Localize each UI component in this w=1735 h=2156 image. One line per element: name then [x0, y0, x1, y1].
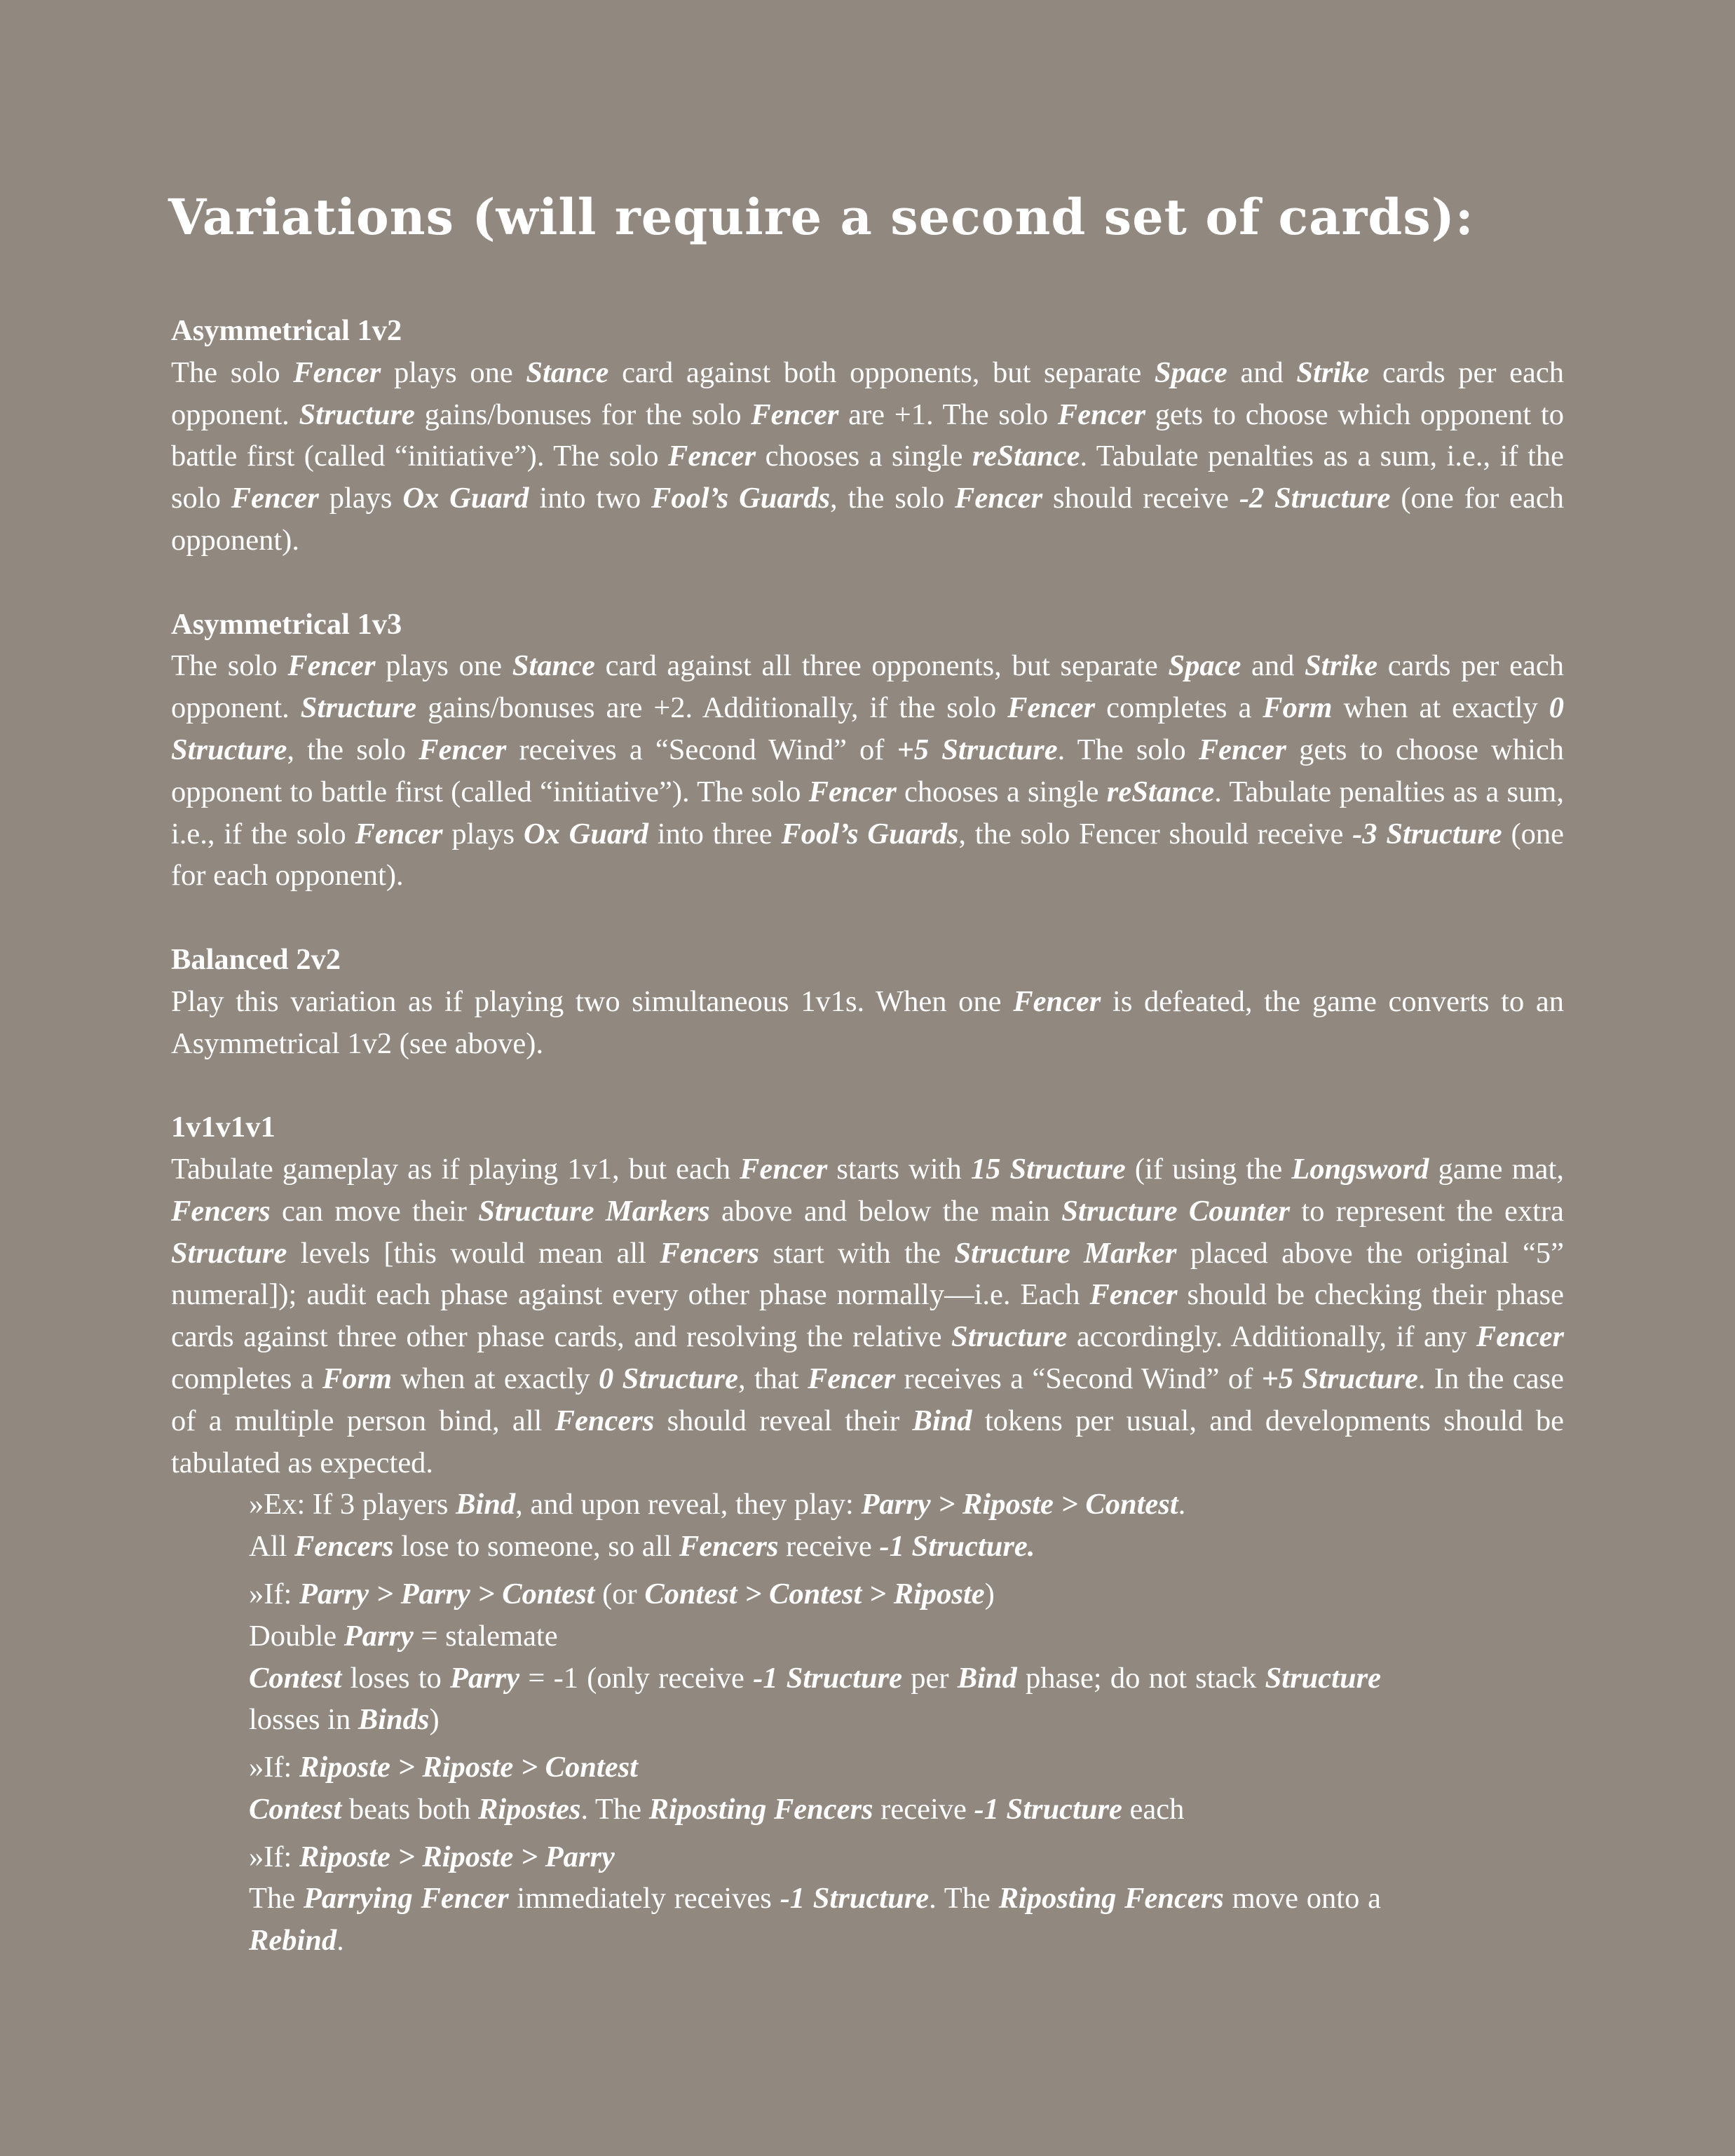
section-heading: Asymmetrical 1v3 [171, 607, 402, 641]
section-heading: Asymmetrical 1v2 [171, 314, 402, 347]
game-term: Space [1154, 355, 1227, 389]
section-body: The solo Fencer plays one Stance card against both opponents, but separate Space and Strike cards per each opponent. Structure gains/bonuses for the solo Fencer are +1. The solo Fencer gets to choose which opponent to battle first (called “initiative”). The solo Fencer chooses a single reStance. Tabulate penalties as a sum, i.e., if the solo Fencer plays Ox Guard into two Fool’s Guards, the solo Fencer should receive -2 Structure (one for each opponent). [171, 355, 1565, 557]
game-term: Parrying Fencer [303, 1882, 509, 1916]
game-term: Contest [249, 1792, 342, 1826]
game-term: Bind [456, 1488, 516, 1521]
example-line: »If: Riposte > Riposte > Contest [249, 1751, 638, 1784]
section-body: The solo Fencer plays one Stance card against all three opponents, but separate Space and Strike cards per each opponent. Structure gains/bonuses are +2. Additionally, if the solo Fencer completes a Form when at exactly 0 Structure, the solo Fencer receives a “Second Wind” of +5 Structure. The solo Fencer gets to choose which opponent to battle first (called “initiative”). The solo Fencer chooses a single reStance. Tabulate penalties as a sum, i.e., if the solo Fencer plays Ox Guard into three Fool’s Guards, the solo Fencer should receive -3 Structure (one for each opponent). [171, 649, 1565, 893]
game-term: Fencers [294, 1530, 394, 1564]
section-body: Tabulate gameplay as if playing 1v1, but each Fencer starts with 15 Structure (if using the Longsword game mat, Fencers can move their Structure Markers above and below the main Structure Counter to represent the extra Structure levels [this would mean all Fencers start with the Structure Marker placed above the original “5” numeral]); audit each phase against every other phase normally—i.e. Each Fencer should be checking their phase cards against three other phase cards, and resolving the relative Structure accordingly. Additionally, if any Fencer completes a Form when at exactly 0 Structure, that Fencer receives a “Second Wind” of +5 Structure. In the case of a multiple person bind, all Fencers should reveal their Bind tokens per usual, and developments should be tabulated as expected. [171, 1152, 1565, 1479]
game-term: Structure [299, 398, 415, 431]
game-term: Ox Guard [402, 482, 529, 515]
game-term: Form [1263, 691, 1333, 725]
section-heading: Balanced 2v2 [171, 942, 341, 976]
game-term: Fencer [808, 1362, 896, 1395]
game-term: Ox Guard [523, 817, 648, 850]
game-term: 0 Structure [599, 1362, 738, 1395]
game-term: -1 Structure. [879, 1530, 1035, 1564]
game-term: Fencer [1476, 1320, 1565, 1354]
game-term: Parry > Riposte > Contest [861, 1488, 1178, 1521]
game-term: Stance [526, 355, 609, 389]
game-term: Parry > Parry > Contest [299, 1577, 595, 1611]
game-term: +5 Structure [897, 733, 1058, 766]
variation-section [171, 604, 1564, 897]
game-term: Structure [300, 691, 417, 725]
section-heading: 1v1v1v1 [171, 1111, 275, 1144]
game-term: Fencer [293, 355, 381, 389]
example-block [249, 1747, 1549, 1831]
game-term: -1 Structure [974, 1792, 1122, 1826]
game-term: reStance [972, 440, 1080, 473]
game-term: Fencers [554, 1404, 655, 1437]
game-term: Riposting Fencers [998, 1882, 1224, 1916]
game-term: Bind [912, 1404, 972, 1437]
game-term: -2 Structure [1239, 482, 1391, 515]
section-body: Play this variation as if playing two simultaneous 1v1s. When one Fencer is defeated, the game converts to an Asymmetrical 1v2 (see above). [171, 984, 1564, 1060]
game-term: reStance [1106, 775, 1215, 808]
game-term: Rebind [249, 1924, 337, 1958]
game-term: Structure [1265, 1661, 1382, 1695]
game-term: Fencer [419, 733, 507, 766]
game-term: Riposte > Riposte > Contest [299, 1751, 638, 1784]
game-term: Longsword [1291, 1152, 1429, 1186]
game-term: Fencer [740, 1152, 828, 1186]
game-term: Fencer [751, 398, 839, 431]
game-term: Contest [249, 1661, 342, 1695]
game-term: Fool’s Guards [781, 817, 959, 850]
game-term: Form [322, 1362, 393, 1395]
variation-section [171, 310, 1564, 562]
example-line: »Ex: If 3 players Bind, and upon reveal, they play: Parry > Riposte > Contest. [249, 1488, 1186, 1521]
game-term: Parry [450, 1661, 520, 1695]
game-term: Fencer [668, 440, 756, 473]
game-term: Strike [1305, 649, 1378, 683]
game-term: Fencer [1013, 984, 1101, 1018]
game-term: Ripostes [478, 1792, 581, 1826]
game-term: Fencers [171, 1194, 271, 1228]
game-term: Fool’s Guards [651, 482, 831, 515]
game-term: Binds [358, 1703, 430, 1737]
game-term: Fencer [1198, 733, 1286, 766]
game-term: Stance [512, 649, 595, 683]
game-term: 15 Structure [970, 1152, 1126, 1186]
game-term: Structure Marker [954, 1236, 1177, 1270]
game-term: -3 Structure [1352, 817, 1502, 850]
game-term: Fencer [955, 482, 1043, 515]
game-term: Fencer [287, 649, 376, 683]
example-paragraph: The Parrying Fencer immediately receives -1 Structure. The Riposting Fencers move onto a Rebind. [249, 1882, 1381, 1958]
game-term: Riposte > Riposte > Parry [299, 1840, 615, 1873]
example-line: All Fencers lose to someone, so all Fencers receive -1 Structure. [249, 1530, 1035, 1564]
game-term: Strike [1296, 355, 1370, 389]
game-term: Fencer [1089, 1278, 1178, 1312]
game-term: Parry [343, 1619, 414, 1653]
examples-list [249, 1484, 1549, 1962]
game-term: Structure [951, 1320, 1068, 1354]
game-term: Fencer [231, 482, 319, 515]
game-term: 0 Structure [171, 691, 1565, 766]
game-term: Fencer [1057, 398, 1146, 431]
variations-content [171, 310, 1564, 1967]
example-block [249, 1836, 1549, 1962]
example-line: »If: Parry > Parry > Contest (or Contest > Contest > Riposte) [249, 1577, 995, 1611]
game-term: Space [1168, 649, 1241, 683]
example-block [249, 1573, 1549, 1741]
example-paragraph: Contest loses to Parry = -1 (only receive -1 Structure per Bind phase; do not stack Structure losses in Binds) [249, 1661, 1382, 1737]
example-line: »If: Riposte > Riposte > Parry [249, 1840, 615, 1873]
game-term: Fencer [355, 817, 443, 850]
example-line: Double Parry = stalemate [249, 1619, 558, 1653]
game-term: Fencers [679, 1530, 779, 1564]
game-term: Fencer [1007, 691, 1096, 725]
variation-section [171, 1106, 1564, 1962]
example-line: Contest beats both Ripostes. The Riposting Fencers receive -1 Structure each [249, 1792, 1185, 1826]
game-term: Contest > Contest > Riposte [644, 1577, 985, 1611]
variation-section [171, 939, 1564, 1064]
game-term: Riposting Fencers [648, 1792, 873, 1826]
game-term: Structure Markers [478, 1194, 710, 1228]
game-term: Structure [171, 1236, 287, 1270]
page-title: Variations (will require a second set of cards): [168, 188, 1474, 246]
game-term: Bind [957, 1661, 1017, 1695]
game-term: -1 Structure [780, 1882, 930, 1916]
example-block [249, 1484, 1549, 1568]
game-term: Fencer [808, 775, 897, 808]
game-term: Fencers [660, 1236, 760, 1270]
game-term: -1 Structure [753, 1661, 903, 1695]
game-term: +5 Structure [1261, 1362, 1418, 1395]
game-term: Structure Counter [1061, 1194, 1291, 1228]
